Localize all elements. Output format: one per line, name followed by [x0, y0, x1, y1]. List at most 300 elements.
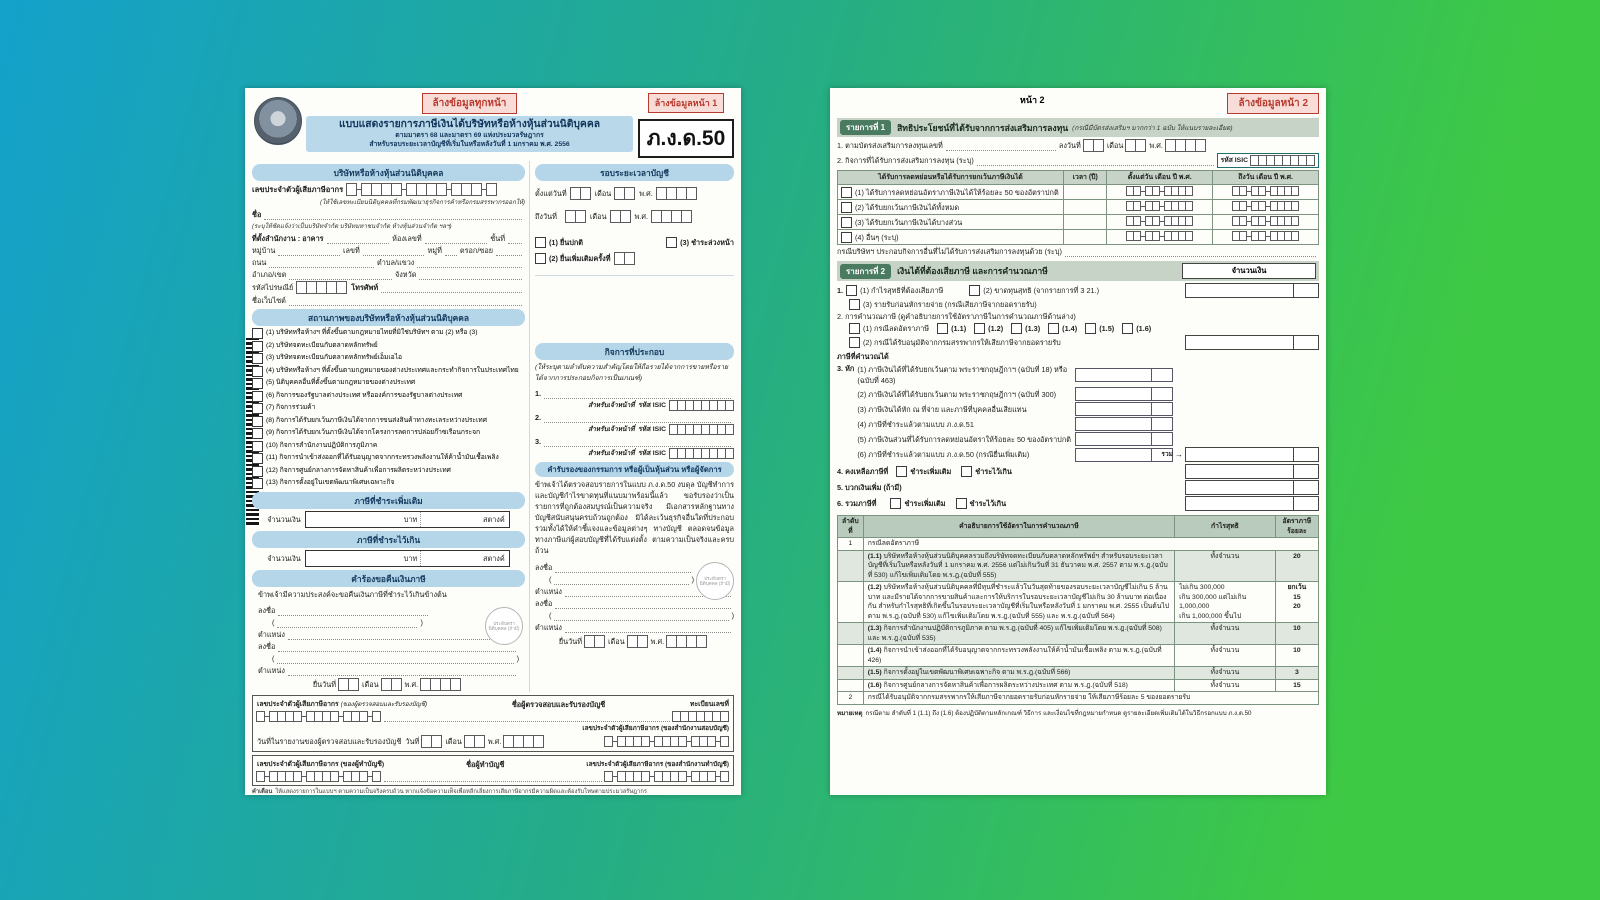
net-loss-label: (2) ขาดทุนสุทธิ (จากรายการที่ 3 21.): [983, 286, 1100, 295]
business-3-isic-input[interactable]: [670, 448, 734, 459]
sign-label: ลงชื่อ: [258, 642, 276, 651]
garuda-emblem-logo: [254, 97, 302, 145]
moo-label: หมู่ที่: [427, 246, 442, 255]
status-1-checkbox[interactable]: [252, 328, 263, 339]
rate-row-1-3: [838, 623, 1319, 645]
filing-additional-no-input[interactable]: [615, 252, 635, 265]
sign-label: ลงชื่อ: [535, 563, 553, 572]
boi-privilege-table: [837, 170, 1319, 245]
paren: (: [272, 654, 275, 663]
status-5-checkbox[interactable]: [252, 378, 263, 389]
status-11-label: (11) กิจการนำเข้าส่งออกที่ได้รับอนุญาตจากกระทรวงพลังงานให้ค้าน้ำมันเชื้อเพลิง: [266, 454, 499, 461]
rate-row-2: [838, 692, 1319, 705]
status-3-label: (3) บริษัทจดทะเบียนกับตลาดหลักทรัพย์เอ็มเอไอ: [266, 354, 403, 361]
section-1-title: สิทธิประโยชน์ที่ได้รับจากการส่งเสริมการลงทุน: [897, 122, 1069, 133]
filed-year-input[interactable]: [421, 678, 461, 691]
boi-row-4-to-input[interactable]: [1233, 231, 1299, 241]
deduct-total-input[interactable]: [1185, 447, 1319, 462]
item-3-label: 3. หัก: [837, 364, 855, 373]
status-9-label: (9) กิจการได้รับยกเว้นภาษีเงินได้จากโครงการลดการปล่อยก๊าซเรือนกระจก: [266, 429, 481, 436]
tax-rate-table: [837, 515, 1319, 705]
paren: (: [549, 575, 552, 584]
rate-col-desc: คำอธิบายการใช้อัตราในการคำนวณภาษี: [863, 516, 1174, 538]
audit-office-taxid-label: เลขประจำตัวผู้เสียภาษีอากร (ของสำนักงานสอบบัญชี): [582, 725, 729, 732]
auditor-report-date-label: วันที่ในรายงานของผู้ตรวจสอบและรับรองบัญชี: [257, 737, 402, 746]
rate-row-1-no: 1: [838, 538, 864, 551]
soi-input[interactable]: [496, 246, 522, 256]
boi-row-1-label: (1) ได้รับการลดหย่อนอัตราภาษีเงินได้ให้ร้อยละ 50 ของอัตราปกติ: [855, 187, 1059, 197]
sign-label: ลงชื่อ: [535, 599, 553, 608]
rate-1-6-label: (1.6): [1136, 324, 1152, 333]
total-amount-input[interactable]: [1185, 496, 1319, 511]
rate-col-no: ลำดับที่: [838, 516, 864, 538]
overpaid-amount-input[interactable]: [305, 550, 510, 567]
website-input[interactable]: [289, 296, 522, 306]
rate-row-1-4: [838, 645, 1319, 667]
status-3-checkbox[interactable]: [252, 353, 263, 364]
cert-signature-2-input[interactable]: [555, 599, 731, 609]
overpaid-amount-label: จำนวนเงิน: [267, 554, 301, 563]
boi-card-label: 1. ตามบัตรส่งเสริมการลงทุนเลขที่: [837, 141, 943, 150]
rate-1-2-checkbox[interactable]: [974, 323, 985, 334]
item-6-label: 6. รวมภาษีที่: [837, 499, 877, 508]
rate-case-checkbox[interactable]: [849, 323, 860, 334]
status-10-label: (10) กิจการสำนักงานปฏิบัติการภูมิภาค: [266, 441, 378, 449]
boi-row-4-label: (4) อื่นๆ (ระบุ): [855, 232, 899, 242]
auditor-license-label: ทะเบียนเลขที่: [689, 701, 729, 708]
rate-row-1-desc: กรณีลดอัตราภาษี: [863, 538, 1318, 551]
filing-advance-checkbox[interactable]: [666, 237, 677, 248]
province-input[interactable]: [419, 270, 522, 280]
company-stamp-area: ประทับตรา นิติบุคคล (ถ้ามี): [696, 562, 734, 600]
rate-profit-line: ไม่เกิน 300,000: [1179, 584, 1225, 591]
footnote-text: กรณีตาม ลำดับที่ 1 (1.1) ถึง (1.6) ต้องปฏิบัติตามหลักเกณฑ์ วิธีการ และเงื่อนไขที่กฎหมายกำหนด ดูรายละเอียดเพิ่มเติมได้ในวิธีกรอกแบบ ภ.ง.ด.50: [865, 709, 1252, 717]
signature-1-name-input[interactable]: [277, 618, 417, 628]
filed-month-input[interactable]: [382, 678, 402, 691]
satang-label: สตางค์: [483, 554, 505, 563]
rate-row-no: (1.6): [867, 681, 882, 689]
status-12-checkbox[interactable]: [252, 466, 263, 477]
period-to-month-input[interactable]: [611, 210, 631, 223]
filed-day-input[interactable]: [339, 678, 359, 691]
position-2-input[interactable]: [288, 666, 516, 676]
rate-1-3-label: (1.3): [1025, 324, 1041, 333]
deduct-2-label: (2) ภาษีเงินได้ที่ได้รับยกเว้นตาม พระราชกฤษฎีกาฯ (ฉบับที่ 300): [857, 389, 1057, 399]
item-2-label: 2. การคำนวณภาษี (ดูคำอธิบายการใช้อัตราภาษีในการคำนวณภาษีด้านล่าง): [837, 312, 1076, 321]
form-code: ภ.ง.ด.50: [638, 119, 734, 158]
computed-tax-label: ภาษีที่คำนวณได้: [837, 352, 889, 361]
baht-label: บาท: [403, 554, 418, 563]
rate-row-1-6: [838, 679, 1319, 692]
boi-business-label: 2. กิจการที่ได้รับการส่งเสริมการลงทุน (ระบุ): [837, 156, 974, 165]
section-accounting-period: รอบระยะเวลาบัญชี: [535, 164, 734, 181]
amphoe-label: อำเภอ/เขต: [252, 270, 287, 279]
rate-row-1-1: [838, 550, 1319, 582]
baht-label: บาท: [403, 515, 418, 524]
rate-row-desc: บริษัทหรือห้างหุ้นส่วนนิติบุคคลรวมถึงบริษัทจดทะเบียนกับตลาดหลักทรัพย์ฯ สำหรับรอบระยะเวลาบัญชีที่เริ่มในหรือหลังวันที่ 1 มกราคม พ.ศ. 2556 แต่ไม่เกินวันที่ 31 ธันวาคม พ.ศ. 2557 ตาม พ.ร.ฎ.(ฉบับที่ 530) แก้ไขเพิ่มเติมโดย พ.ร.ฎ.(ฉบับที่ 555): [867, 552, 1168, 579]
boi-row-1-duration-input[interactable]: [1064, 185, 1107, 200]
filing-additional-checkbox[interactable]: [535, 253, 546, 264]
auditor-taxid-input[interactable]: [257, 711, 381, 722]
period-to-label: ถึงวันที่: [535, 212, 557, 221]
non-boi-input[interactable]: [1065, 247, 1316, 257]
period-to-day-input[interactable]: [566, 210, 586, 223]
status-11-checkbox[interactable]: [252, 453, 263, 464]
sum-label: รวม: [1161, 451, 1173, 458]
status-7-checkbox[interactable]: [252, 403, 263, 414]
office-label: ที่ตั้งสำนักงาน : อาคาร: [252, 234, 324, 243]
isic-label: รหัส ISIC: [638, 402, 666, 409]
net-profit-checkbox[interactable]: [846, 285, 857, 296]
rate-row-1-2: [838, 582, 1319, 623]
boi-isic-input[interactable]: [1251, 155, 1315, 166]
room-input[interactable]: [425, 234, 488, 244]
signature-2-name-input[interactable]: [277, 654, 513, 664]
boi-row-1-to-input[interactable]: [1233, 186, 1299, 196]
deduct-5-label: (5) ภาษีเงินส่วนที่ได้รับการลดหย่อนอัตราให้ร้อยละ 50 ของอัตราปกติ: [857, 434, 1071, 444]
paren: (: [549, 611, 552, 620]
net-loss-checkbox[interactable]: [969, 285, 980, 296]
position-1-input[interactable]: [288, 630, 516, 640]
cert-filed-month-input[interactable]: [628, 635, 648, 648]
paren: ): [516, 654, 519, 663]
floor-label: ชั้นที่: [490, 234, 506, 243]
gross-receipts-label: (3) รายรับก่อนหักรายจ่าย (กรณีเสียภาษีจากยอดรายรับ): [863, 300, 1037, 309]
boi-business-input[interactable]: [977, 156, 1214, 166]
income-amount-input[interactable]: [1185, 283, 1319, 298]
approved-receipts-checkbox[interactable]: [849, 337, 860, 348]
rate-row-desc: กิจการนำเข้าส่งออกที่ได้รับอนุญาตจากกระทรวงพลังงานให้ค้าน้ำมันเชื้อเพลิง ตาม พ.ร.ฎ.(ฉบับที่ 426): [867, 647, 1162, 664]
tambon-label: ตำบล/แขวง: [377, 258, 415, 267]
rate-rate-line: 15: [1293, 593, 1301, 601]
status-10-checkbox[interactable]: [252, 441, 263, 452]
sum-arrow-icon: →: [1175, 450, 1183, 459]
cert-signature-1-input[interactable]: [555, 563, 691, 573]
section-refund-request: คำร้องขอคืนเงินภาษี: [252, 570, 525, 587]
rate-rate-line: 20: [1293, 603, 1301, 610]
warning-text: ให้แสดงรายการในแบบฯ ตามความเป็นจริงครบถ้วน หากแจ้งข้อความเท็จเพื่อหลีกเลี่ยงการเสียภาษีอากรมีความผิดและต้องรับโทษตามประมวลรัษฎากร: [275, 789, 647, 795]
section-2-title: เงินได้ที่ต้องเสียภาษี และการคำนวณภาษี: [897, 266, 1048, 276]
road-input[interactable]: [269, 258, 374, 268]
form-subtitle-2: สำหรับรอบระยะเวลาบัญชีที่เริ่มในหรือหลังวันที่ 1 มกราคม พ.ศ. 2556: [369, 141, 570, 148]
clear-page-1-button[interactable]: ล้างข้อมูลหน้า 1: [648, 93, 725, 113]
signature-1-input[interactable]: [278, 606, 428, 616]
auditor-license-input[interactable]: [673, 711, 729, 722]
cert-signature-1-name-input[interactable]: [554, 575, 688, 585]
warning-label: คำเตือน: [252, 789, 273, 795]
total-pay-more-label: ชำระเพิ่มเติม: [904, 499, 946, 508]
business-1-no: 1.: [535, 389, 542, 398]
boi-day-input[interactable]: [1084, 139, 1104, 152]
footnote-label: หมายเหตุ: [837, 709, 863, 717]
boi-row-4-from-input[interactable]: [1127, 231, 1193, 241]
satang-label: สตางค์: [483, 515, 505, 524]
postcode-label: รหัสไปรษณีย์: [252, 283, 294, 292]
floor-input[interactable]: [508, 234, 522, 244]
cert-filed-year-input[interactable]: [667, 635, 707, 648]
officer-label: สำหรับเจ้าหน้าที่: [588, 426, 635, 433]
month-label: เดือน: [594, 189, 612, 198]
total-overpaid-checkbox[interactable]: [956, 498, 967, 509]
balance-amount-input[interactable]: [1185, 464, 1319, 479]
gross-receipts-checkbox[interactable]: [849, 299, 860, 310]
paren: ): [691, 575, 694, 584]
rate-case-label: (1) กรณีลดอัตราภาษี: [863, 324, 930, 333]
status-5-label: (5) นิติบุคคลอื่นที่ตั้งขึ้นตามกฎหมายของต่างประเทศ: [266, 379, 416, 386]
rate-1-4-label: (1.4): [1062, 324, 1078, 333]
additional-amount-label: จำนวนเงิน: [267, 515, 301, 524]
clear-page-2-button[interactable]: ล้างข้อมูลหน้า 2: [1227, 93, 1319, 114]
year-label: พ.ศ.: [634, 212, 648, 221]
status-2-checkbox[interactable]: [252, 341, 263, 352]
report-day-input[interactable]: [422, 735, 442, 748]
status-6-label: (6) กิจการของรัฐบาลต่างประเทศ หรือองค์การของรัฐบาลต่างประเทศ: [266, 391, 463, 399]
rate-row-no: (1.4): [867, 647, 882, 654]
filing-advance-label: (3) ชำระล่วงหน้า: [680, 238, 734, 247]
cert-filed-day-input[interactable]: [585, 635, 605, 648]
bookkeeper-name-input[interactable]: [384, 772, 602, 782]
tambon-input[interactable]: [417, 258, 522, 268]
rate-row-no: (1.3): [867, 625, 882, 632]
non-boi-note: กรณีบริษัทฯ ประกอบกิจการอื่นที่ไม่ได้รับการส่งเสริมการลงทุนด้วย (ระบุ): [837, 247, 1062, 256]
boi-row-1-from-input[interactable]: [1127, 186, 1193, 196]
status-4-checkbox[interactable]: [252, 366, 263, 377]
rate-row-rate: 10: [1275, 623, 1318, 645]
business-1-input[interactable]: [544, 389, 731, 399]
boi-row-3-duration-input[interactable]: [1064, 215, 1107, 230]
period-from-label: ตั้งแต่วันที่: [535, 189, 567, 198]
rate-1-1-label: (1.1): [951, 324, 967, 333]
deduct-3-label: (3) ภาษีเงินได้หัก ณ ที่จ่าย และภาษีที่บุคคลอื่นเสียแทน: [857, 404, 1027, 414]
year-label: พ.ศ.: [639, 189, 653, 198]
boi-card-no-input[interactable]: [946, 141, 1056, 151]
cert-signature-2-name-input[interactable]: [554, 611, 728, 621]
rate-row-desc: กิจการสำนักงานปฏิบัติการภูมิภาค ตาม พ.ร.ฎ.(ฉบับที่ 405) แก้ไขเพิ่มเติมโดย พ.ร.ฎ.(ฉบับที่ 508) และ พ.ร.ฎ.(ฉบับที่ 535): [867, 625, 1162, 642]
boi-row-1-checkbox[interactable]: [841, 187, 852, 198]
deduct-6-label: (6) ภาษีที่ชำระแล้วตามแบบ ภ.ง.ด.50 (กรณียื่นเพิ่มเติม): [857, 450, 1030, 459]
rate-1-6-checkbox[interactable]: [1122, 323, 1133, 334]
village-input[interactable]: [278, 246, 340, 256]
deduct-6-input[interactable]: [1075, 448, 1173, 462]
boi-isic-box: [1217, 153, 1319, 168]
auditor-name-label: ชื่อผู้ตรวจสอบและรับรองบัญชี: [511, 700, 606, 709]
business-2-isic-input[interactable]: [670, 424, 734, 435]
business-2-input[interactable]: [544, 413, 731, 423]
rate-row-no: (1.1): [867, 552, 882, 560]
boi-row-2-checkbox[interactable]: [841, 202, 852, 213]
rate-1-2-label: (1.2): [988, 324, 1004, 333]
rate-row-profit: ทั้งจำนวน: [1175, 623, 1276, 645]
name-input[interactable]: [264, 210, 522, 220]
boi-row-2-duration-input[interactable]: [1064, 200, 1107, 215]
filed-date-label: ยื่นวันที่: [312, 680, 337, 689]
road-label: ถนน: [252, 258, 267, 267]
rate-1-5-label: (1.5): [1099, 324, 1115, 333]
period-to-year-input[interactable]: [652, 210, 692, 223]
section-overpaid-tax: ภาษีที่ชำระไว้เกิน: [252, 531, 525, 548]
filing-normal-label: (1) ยื่นปกติ: [549, 238, 583, 247]
boi-year-input[interactable]: [1166, 139, 1206, 152]
boi-row-3-from-input[interactable]: [1127, 216, 1193, 226]
boi-row-3-to-input[interactable]: [1233, 216, 1299, 226]
status-13-checkbox[interactable]: [252, 478, 263, 489]
name-label: ชื่อ: [252, 210, 262, 219]
deduct-4-label: (4) ภาษีที่ชำระแล้วตามแบบ ภ.ง.ด.51: [857, 419, 974, 429]
building-input[interactable]: [327, 234, 390, 244]
status-7-label: (7) กิจการร่วมค้า: [266, 404, 316, 411]
bookkeeping-office-taxid-label: เลขประจำตัวผู้เสียภาษีอากร (ของสำนักงานทำบัญชี): [586, 761, 729, 768]
moo-input[interactable]: [445, 246, 457, 256]
officer-label: สำหรับเจ้าหน้าที่: [588, 402, 635, 409]
period-from-day-input[interactable]: [571, 187, 591, 200]
form-title-band: [306, 116, 633, 152]
rate-profit-line: เกิน 1,000,000 ขึ้นไป: [1179, 612, 1242, 620]
year-label: พ.ศ.: [487, 737, 502, 746]
section-2-badge: รายการที่ 2: [840, 264, 891, 279]
deduct-4-input[interactable]: [1075, 417, 1173, 431]
month-label: เดือน: [362, 680, 379, 689]
boi-col-duration: เวลา (ปี): [1064, 171, 1107, 185]
item-1-no: 1.: [837, 286, 844, 295]
isic-label: รหัส ISIC: [638, 450, 666, 457]
report-year-input[interactable]: [504, 735, 544, 748]
paren: (: [272, 618, 275, 627]
computed-tax-amount-input[interactable]: [1185, 335, 1319, 350]
rate-col-profit: กำไรสุทธิ: [1175, 516, 1276, 538]
rate-row-profit: ทั้งจำนวน: [1175, 550, 1276, 582]
boi-row-4-checkbox[interactable]: [841, 232, 852, 243]
boi-month-input[interactable]: [1126, 139, 1146, 152]
company-stamp-area: ประทับตรา นิติบุคคล (ถ้ามี): [485, 607, 523, 645]
position-label: ตำแหน่ง: [258, 666, 285, 675]
form-page-1: [245, 88, 741, 795]
form-page-2: [830, 88, 1326, 795]
boi-row-4-duration-input[interactable]: [1064, 230, 1107, 245]
report-month-input[interactable]: [465, 735, 485, 748]
balance-pay-more-checkbox[interactable]: [896, 466, 907, 477]
section-business: กิจการที่ประกอบ: [535, 343, 734, 360]
business-note: (ให้ระบุตามลำดับความสำคัญโดยให้ถือรายได้จากการขายหรือรายได้จากการประกอบกิจการเป็นเกณฑ์): [535, 364, 728, 382]
signature-2-input[interactable]: [278, 642, 516, 652]
boi-row-2-from-input[interactable]: [1127, 201, 1193, 211]
province-label: จังหวัด: [394, 270, 417, 279]
rate-row-1: [838, 538, 1319, 551]
status-12-label: (12) กิจการศูนย์กลางการจัดหาสินค้าเพื่อการผลิตระหว่างประเทศ: [266, 466, 451, 474]
net-profit-label: (1) กำไรสุทธิที่ต้องเสียภาษี: [860, 286, 944, 295]
deduct-1-input[interactable]: [1075, 368, 1173, 382]
period-from-month-input[interactable]: [615, 187, 635, 200]
clear-all-pages-button[interactable]: ล้างข้อมูลทุกหน้า: [422, 93, 518, 114]
bookkeeper-taxid-label: เลขประจำตัวผู้เสียภาษีอากร (ของผู้ทำบัญชี): [257, 761, 385, 768]
status-8-label: (8) กิจการได้รับยกเว้นภาษีเงินได้จากการขนส่งสินค้าทางทะเลระหว่างประเทศ: [266, 416, 487, 424]
section-company: บริษัทหรือห้างหุ้นส่วนนิติบุคคล: [252, 164, 525, 181]
business-1-isic-input[interactable]: [670, 400, 734, 411]
status-6-checkbox[interactable]: [252, 391, 263, 402]
audit-office-taxid-input[interactable]: [605, 736, 729, 747]
soi-label: ตรอก/ซอย: [459, 246, 493, 255]
bookkeeper-taxid-input[interactable]: [257, 771, 381, 782]
month-label: เดือน: [445, 737, 462, 746]
business-2-no: 2.: [535, 413, 542, 422]
rate-1-5-checkbox[interactable]: [1085, 323, 1096, 334]
isic-label: รหัส ISIC: [1220, 157, 1248, 164]
postcode-input[interactable]: [297, 281, 347, 294]
rate-1-1-checkbox[interactable]: [937, 323, 948, 334]
auditor-name-input[interactable]: [384, 712, 670, 722]
section-certification: คำรับรองของกรรมการ หรือผู้เป็นหุ้นส่วน หรือผู้จัดการ: [535, 462, 734, 477]
status-8-checkbox[interactable]: [252, 416, 263, 427]
rate-row-profit: ทั้งจำนวน: [1175, 667, 1276, 680]
total-pay-more-checkbox[interactable]: [890, 498, 901, 509]
month-label: เดือน: [1106, 141, 1124, 150]
rate-1-4-checkbox[interactable]: [1048, 323, 1059, 334]
number-input[interactable]: [363, 246, 425, 256]
rate-row-rate: 10: [1275, 645, 1318, 667]
deduct-1-label: (1) ภาษีเงินได้ที่ได้รับยกเว้นตาม พระราชกฤษฎีกาฯ (ฉบับที่ 18) หรือ (ฉบับที่ 463): [857, 365, 1068, 385]
status-13-label: (13) กิจการตั้งอยู่ในเขตพัฒนาพิเศษเฉพาะกิจ: [266, 479, 395, 486]
rate-row-no: (1.5): [867, 669, 882, 676]
boi-row-2-label: (2) ได้รับยกเว้นภาษีเงินได้ทั้งหมด: [855, 202, 960, 212]
status-2-label: (2) บริษัทจดทะเบียนกับตลาดหลักทรัพย์: [266, 341, 378, 349]
boi-row-2-to-input[interactable]: [1233, 201, 1299, 211]
deduct-5-input[interactable]: [1075, 432, 1173, 446]
amphoe-input[interactable]: [289, 270, 392, 280]
filed-date-label: ยื่นวันที่: [558, 637, 583, 646]
business-3-input[interactable]: [544, 437, 731, 447]
bookkeeper-box: [252, 755, 734, 786]
section-1-badge: รายการที่ 1: [840, 120, 891, 135]
period-from-year-input[interactable]: [657, 187, 697, 200]
tel-input[interactable]: [381, 283, 522, 293]
cert-position-2-input[interactable]: [565, 623, 731, 633]
section-status: สถานภาพของบริษัทหรือห้างหุ้นส่วนนิติบุคคล: [252, 309, 525, 326]
rate-1-3-checkbox[interactable]: [1011, 323, 1022, 334]
section-additional-tax: ภาษีที่ชำระเพิ่มเติม: [252, 492, 525, 509]
deduct-2-input[interactable]: [1075, 387, 1173, 401]
rate-rate-line: ยกเว้น: [1287, 584, 1307, 591]
position-label: ตำแหน่ง: [535, 623, 562, 632]
filing-normal-checkbox[interactable]: [535, 237, 546, 248]
rate-row-profit: ทั้งจำนวน: [1175, 645, 1276, 667]
rate-row-no: (1.2): [867, 584, 882, 591]
bookkeeper-name-label: ชื่อผู้ทำบัญชี: [466, 760, 505, 769]
status-9-checkbox[interactable]: [252, 428, 263, 439]
balance-overpaid-checkbox[interactable]: [961, 466, 972, 477]
sign-label: ลงชื่อ: [258, 606, 276, 615]
rate-row-rate: 20: [1275, 550, 1318, 582]
amount-column-header: จำนวนเงิน: [1182, 263, 1316, 279]
page-2-label: หน้า 2: [1019, 95, 1045, 105]
rate-row-2-no: 2: [838, 692, 864, 705]
paren: ): [731, 611, 734, 620]
status-4-label: (4) บริษัทหรือห้างฯ ที่ตั้งขึ้นตามกฎหมายของต่างประเทศและกระทำกิจการในประเทศไทย: [266, 366, 519, 374]
business-3-no: 3.: [535, 437, 542, 446]
auditor-taxid-label: เลขประจำตัวผู้เสียภาษีอากร: [257, 701, 339, 708]
surcharge-amount-input[interactable]: [1185, 480, 1319, 495]
deduct-3-input[interactable]: [1075, 402, 1173, 416]
bookkeeping-office-taxid-input[interactable]: [605, 771, 729, 782]
additional-amount-input[interactable]: [305, 511, 510, 528]
boi-row-3-checkbox[interactable]: [841, 217, 852, 228]
section-1-note: (กรณีมีบัตรส่งเสริมฯ มากกว่า 1 ฉบับ ให้แนบรายละเอียด): [1072, 125, 1233, 132]
rate-row-1-5: [838, 667, 1319, 680]
filing-additional-label: (2) ยื่นเพิ่มเติมครั้งที่: [549, 254, 611, 263]
boi-col-from: ตั้งแต่วัน เดือน ปี พ.ศ.: [1107, 171, 1213, 185]
boi-row-3-label: (3) ได้รับยกเว้นภาษีเงินได้บางส่วน: [855, 217, 963, 227]
rate-row-rate: 3: [1275, 667, 1318, 680]
number-label: เลขที่: [343, 246, 360, 255]
taxid-input[interactable]: [347, 183, 497, 196]
